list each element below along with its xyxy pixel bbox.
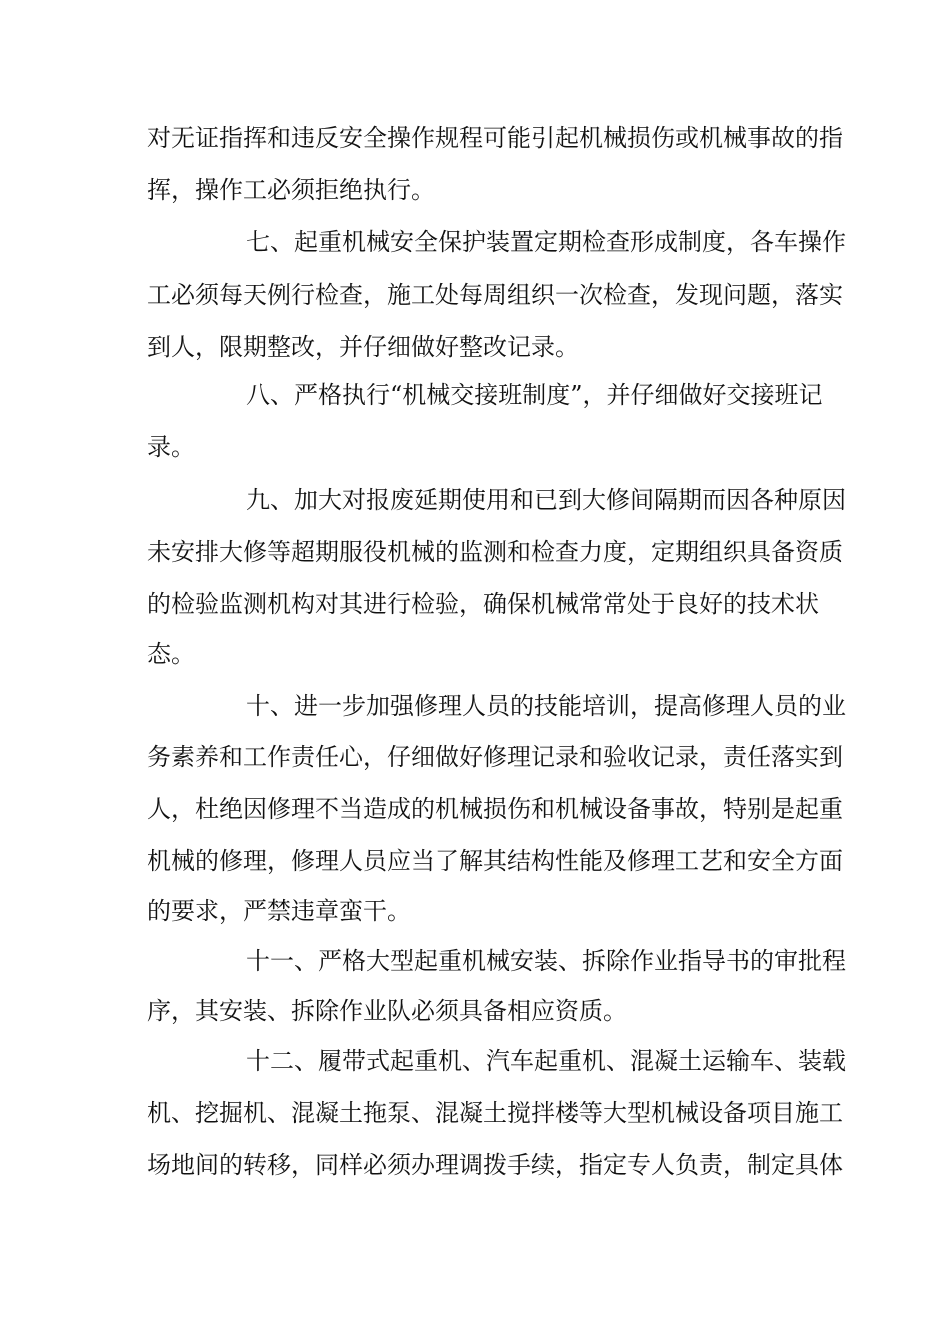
text-line: 场地间的转移，同样必须办理调拨手续，指定专人负责，制定具体 [147,1151,843,1179]
text-line: 挥，操作工必须拒绝执行。 [147,176,435,204]
text-line: 录。 [147,433,195,461]
text-line: 对无证指挥和违反安全操作规程可能引起机械损伤或机械事故的指 [147,124,843,152]
text-line: 工必须每天例行检查，施工处每周组织一次检查，发现问题，落实 [147,281,843,309]
text-line: 务素养和工作责任心，仔细做好修理记录和验收记录，责任落实到 [147,743,843,771]
paragraph-12-first-line: 十二、履带式起重机、汽车起重机、混凝土运输车、装载 [246,1047,846,1075]
text-line: 的要求，严禁违章蛮干。 [147,897,411,925]
paragraph-11-first-line: 十一、严格大型起重机械安装、拆除作业指导书的审批程 [246,947,846,975]
paragraph-7-first-line: 七、起重机械安全保护装置定期检查形成制度，各车操作 [246,228,846,256]
text-line: 机、挖掘机、混凝土拖泵、混凝土搅拌楼等大型机械设备项目施工 [147,1099,843,1127]
paragraph-9-first-line: 九、加大对报废延期使用和已到大修间隔期而因各种原因 [246,486,846,514]
paragraph-8-first-line: 八、严格执行“机械交接班制度”，并仔细做好交接班记 [246,381,823,409]
text-line: 机械的修理，修理人员应当了解其结构性能及修理工艺和安全方面 [147,847,843,875]
text-line: 序，其安装、拆除作业队必须具备相应资质。 [147,997,627,1025]
text-line: 到人，限期整改，并仔细做好整改记录。 [147,333,579,361]
text-line: 未安排大修等超期服役机械的监测和检查力度，定期组织具备资质 [147,538,843,566]
text-line: 的检验监测机构对其进行检验，确保机械常常处于良好的技术状 [147,590,819,618]
text-line: 人，杜绝因修理不当造成的机械损伤和机械设备事故，特别是起重 [147,795,843,823]
paragraph-10-first-line: 十、进一步加强修理人员的技能培训，提高修理人员的业 [246,692,846,720]
text-line: 态。 [147,640,195,668]
